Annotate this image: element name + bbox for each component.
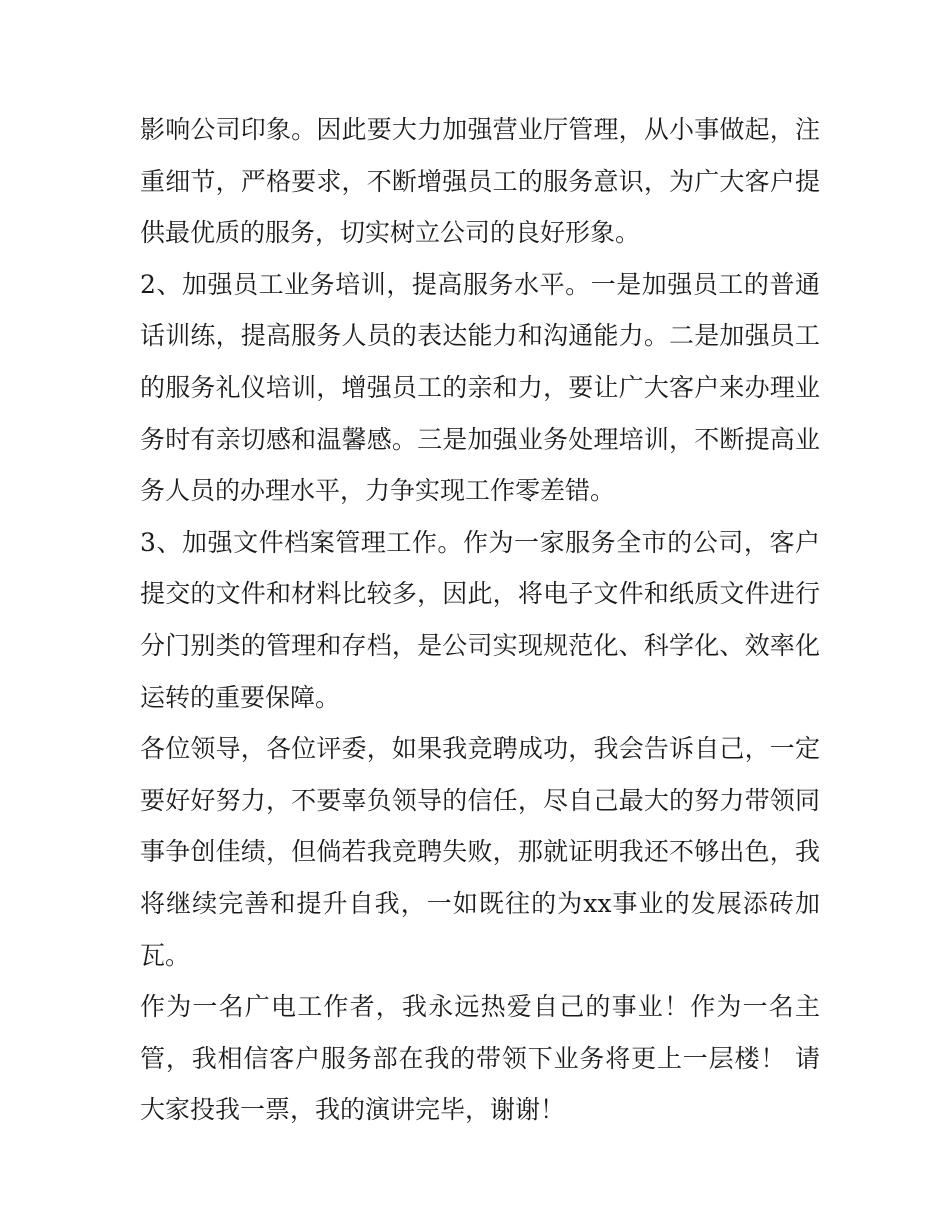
text-line: 管，我相信客户服务部在我的带领下业务将更上一层楼！ 请 — [140, 1043, 820, 1073]
text-line: 重细节，严格要求，不断增强员工的服务意识，为广大客户提 — [140, 166, 820, 196]
text-line: 供最优质的服务，切实树立公司的良好形象。 — [140, 218, 641, 248]
text-line: 事争创佳绩，但倘若我竞聘失败，那就证明我还不够出色，我 — [140, 837, 820, 867]
text-line: 2、加强员工业务培训，提高服务水平。一是加强员工的普通 — [140, 269, 820, 299]
text-line: 瓦。 — [140, 940, 191, 970]
text-line: 话训练，提高服务人员的表达能力和沟通能力。二是加强员工 — [140, 321, 820, 351]
text-line: 作为一名广电工作者，我永远热爱自己的事业！作为一名主 — [140, 992, 820, 1022]
text-line: 要好好努力，不要辜负领导的信任，尽自己最大的努力带领同 — [140, 785, 820, 815]
text-line: 影响公司印象。因此要大力加强营业厅管理，从小事做起，注 — [140, 115, 820, 144]
text-line: 运转的重要保障。 — [140, 682, 341, 712]
text-line: 3、加强文件档案管理工作。作为一家服务全市的公司，客户 — [140, 527, 820, 557]
text-line: 分门别类的管理和存档，是公司实现规范化、科学化、效率化 — [140, 630, 820, 660]
document-body — [140, 104, 820, 1136]
text-line: 各位领导，各位评委，如果我竞聘成功，我会告诉自己，一定 — [140, 734, 820, 764]
text-line: 将继续完善和提升自我，一如既往的为xx事业的发展添砖加 — [140, 888, 820, 918]
text-line: 的服务礼仪培训，增强员工的亲和力，要让广大客户来办理业 — [140, 372, 820, 402]
text-line: 提交的文件和材料比较多，因此，将电子文件和纸质文件进行 — [140, 579, 820, 609]
text-line: 务人员的办理水平，力争实现工作零差错。 — [140, 476, 616, 506]
text-line: 务时有亲切感和温馨感。三是加强业务处理培训，不断提高业 — [140, 424, 820, 454]
text-line: 大家投我一票，我的演讲完毕，谢谢！ — [140, 1095, 566, 1125]
